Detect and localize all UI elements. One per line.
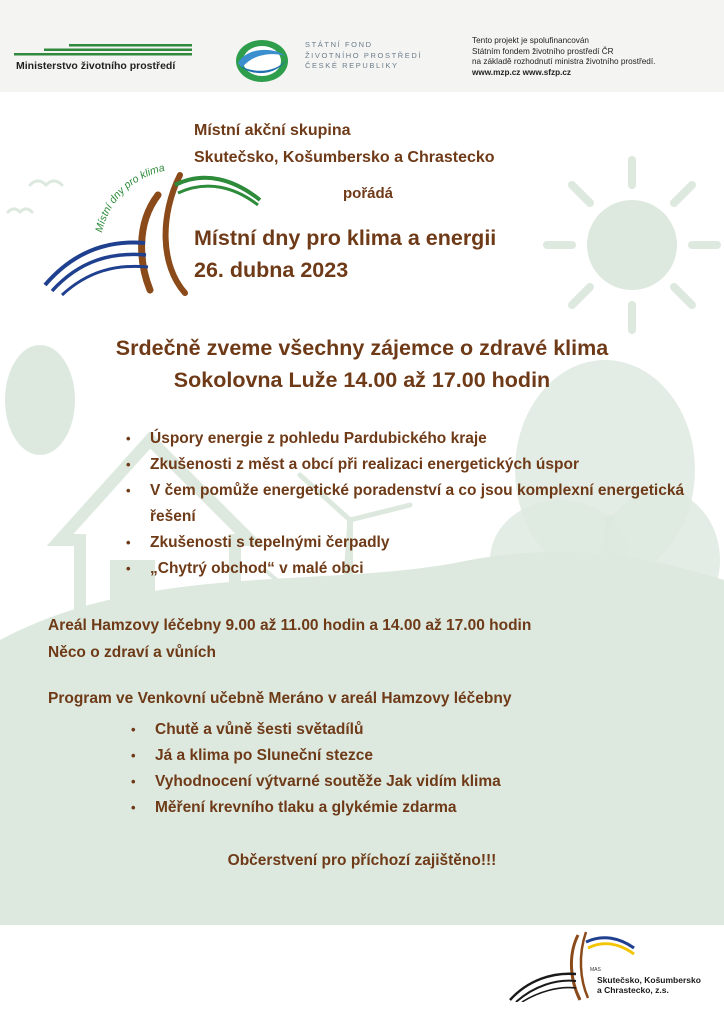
list-item: • Zkušenosti s tepelnými čerpadly — [150, 530, 705, 556]
cofinancing-note: Tento projekt je spolufinancován Státním fondem životního prostředí ČR na základě rozhodnutí ministra životního prostředí. www.mzp.cz www.sfzp.cz — [472, 36, 656, 77]
list-item: • Vyhodnocení výtvarné soutěže Jak vidím klima — [155, 769, 655, 795]
refreshments-note: Občerstvení pro příchozí zajištěno!!! — [227, 852, 497, 869]
list-item: • Měření krevního tlaku a glykémie zdarma — [155, 795, 655, 821]
logo-arc-text: Místní dny pro klima — [93, 161, 166, 234]
list-item: • Chutě a vůně šesti světadílů — [155, 717, 655, 743]
list-item: • V čem pomůže energetické poradenství a co jsou komplexní energetická řešení — [150, 478, 705, 530]
event-title: Místní dny pro klima a energii — [194, 226, 497, 250]
topics-list — [150, 426, 705, 582]
list-item: • Já a klima po Sluneční stezce — [155, 743, 655, 769]
invitation-venue: Sokolovna Luže 14.00 až 17.00 hodin — [173, 368, 551, 392]
ministry-name: Ministerstvo životního prostředí — [16, 60, 176, 72]
organizer-line2: Skutečsko, Košumbersko a Chrastecko — [194, 149, 495, 166]
header-banner — [0, 0, 724, 92]
program-heading: Program ve Venkovní učebně Meráno v areál Hamzovy léčebny — [48, 690, 512, 707]
website-links[interactable]: www.mzp.cz www.sfzp.cz — [472, 67, 572, 77]
event-date: 26. dubna 2023 — [194, 258, 349, 282]
hamzova-topic: Něco o zdraví a vůních — [48, 644, 216, 661]
invitation-line1: Srdečně zveme všechny zájemce o zdravé klima — [115, 336, 609, 360]
sfzp-logo-icon — [232, 38, 292, 84]
list-item: • „Chytrý obchod“ v malé obci — [150, 556, 705, 582]
mas-name: Skutečsko, Košumbersko a Chrastecko, z.s. — [597, 975, 701, 995]
event-block — [194, 222, 496, 286]
list-item: • Zkušenosti z měst a obcí při realizaci energetických úspor — [150, 452, 705, 478]
invitation — [0, 332, 724, 396]
organizer-block — [194, 117, 495, 171]
hamzova-block — [48, 612, 531, 666]
presents-label: pořádá — [343, 185, 394, 202]
ministry-logo-lines — [14, 44, 192, 56]
hamzova-time: Areál Hamzovy léčebny 9.00 až 11.00 hodin a 14.00 až 17.00 hodin — [48, 617, 532, 634]
sfzp-name: STÁTNÍ FOND ŽIVOTNÍHO PROSTŘEDÍ ČESKÉ REPUBLIKY — [305, 40, 423, 70]
list-item: • Úspory energie z pohledu Pardubického kraje — [150, 426, 705, 452]
program-list — [155, 717, 655, 821]
organizer-line1: Místní akční skupina — [194, 122, 351, 139]
mas-tag: MAS — [590, 967, 601, 973]
